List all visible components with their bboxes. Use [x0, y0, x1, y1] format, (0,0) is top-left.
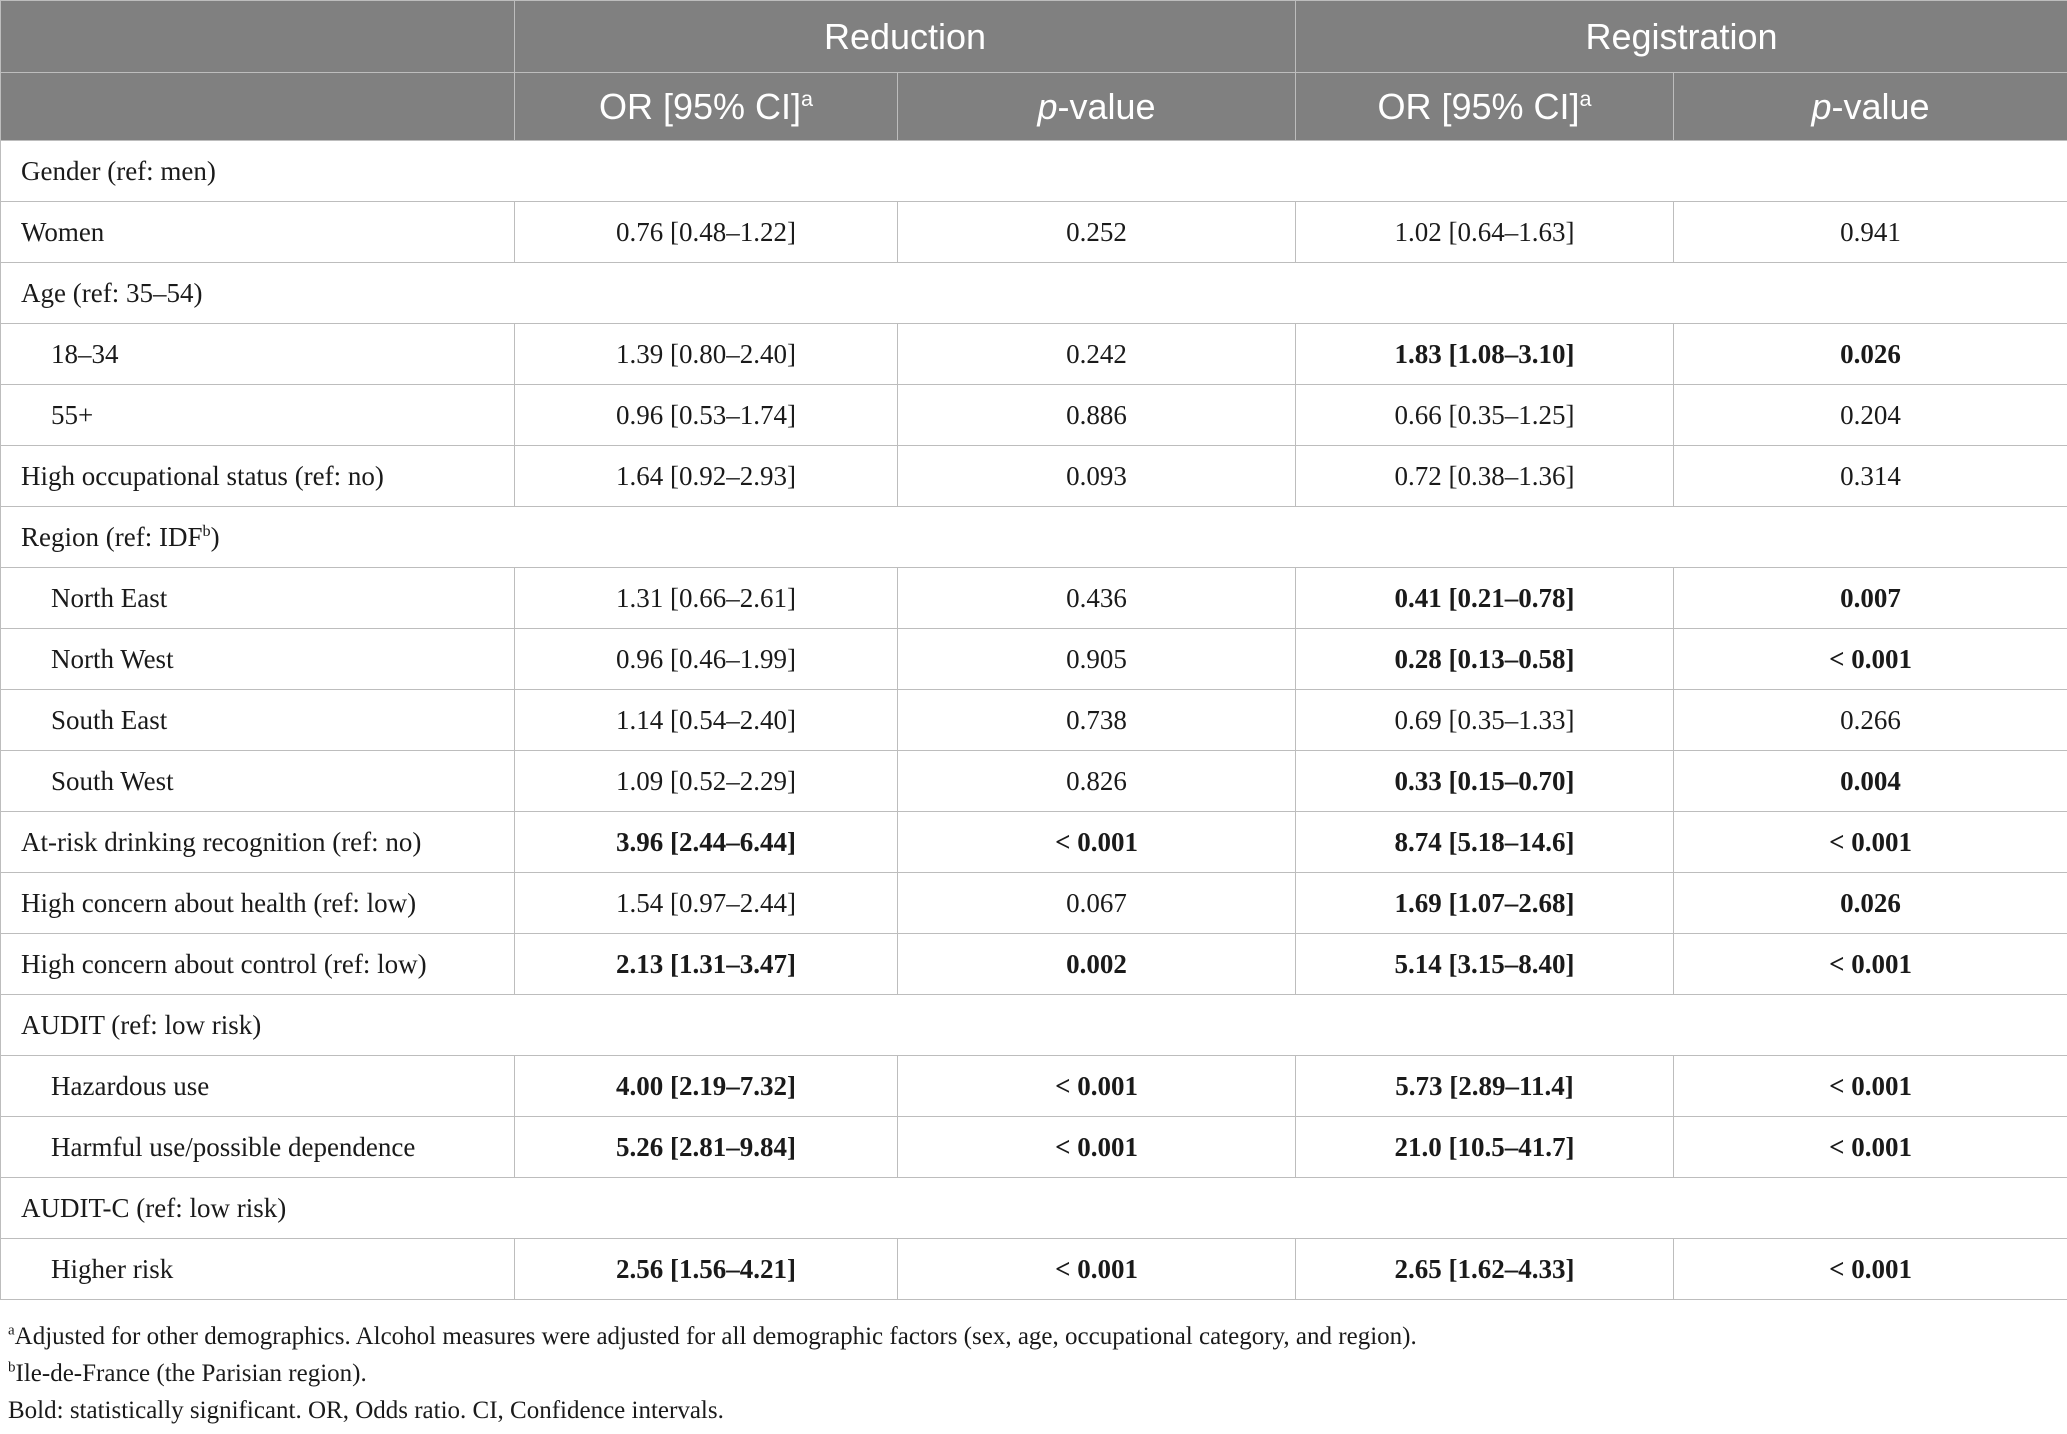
reduction-p: 0.093	[898, 446, 1296, 507]
row-label: Higher risk	[1, 1239, 515, 1300]
row-label: AUDIT (ref: low risk)	[1, 995, 515, 1056]
header-registration-p: p-value	[1674, 73, 2067, 141]
reduction-or: 1.31 [0.66–2.61]	[515, 568, 898, 629]
table-row	[1, 202, 2067, 263]
table-row	[1, 1239, 2067, 1300]
reduction-or: 1.64 [0.92–2.93]	[515, 446, 898, 507]
row-label: Region (ref: IDF$^b$)	[1, 507, 515, 568]
header-registration-or: OR [95% CI]$^a$	[1296, 73, 1674, 141]
registration-or: 0.69 [0.35–1.33]	[1296, 690, 1674, 751]
reduction-p: < 0.001	[898, 1239, 1296, 1300]
reduction-p: < 0.001	[898, 1056, 1296, 1117]
table-row-category	[1, 507, 2067, 568]
registration-or: 2.65 [1.62–4.33]	[1296, 1239, 1674, 1300]
registration-p: 0.026	[1674, 324, 2067, 385]
registration-p: 0.004	[1674, 751, 2067, 812]
registration-p: < 0.001	[1674, 1239, 2067, 1300]
registration-or: 1.02 [0.64–1.63]	[1296, 202, 1674, 263]
header-reduction-p: p-value	[898, 73, 1296, 141]
reduction-or: 1.14 [0.54–2.40]	[515, 690, 898, 751]
reduction-or: 1.39 [0.80–2.40]	[515, 324, 898, 385]
registration-p: 0.007	[1674, 568, 2067, 629]
registration-p: < 0.001	[1674, 934, 2067, 995]
row-label: Age (ref: 35–54)	[1, 263, 515, 324]
footnote-legend: Bold: statistically significant. OR, Odds ratio. CI, Confidence intervals.	[8, 1397, 724, 1424]
reduction-or: 0.76 [0.48–1.22]	[515, 202, 898, 263]
registration-p: 0.314	[1674, 446, 2067, 507]
row-label: At-risk drinking recognition (ref: no)	[1, 812, 515, 873]
reduction-or: 3.96 [2.44–6.44]	[515, 812, 898, 873]
registration-p: 0.026	[1674, 873, 2067, 934]
registration-or: 1.69 [1.07–2.68]	[1296, 873, 1674, 934]
table-row	[1, 385, 2067, 446]
reduction-p: 0.067	[898, 873, 1296, 934]
reduction-or: 0.96 [0.46–1.99]	[515, 629, 898, 690]
reduction-p: 0.738	[898, 690, 1296, 751]
row-label: North East	[1, 568, 515, 629]
row-label: South West	[1, 751, 515, 812]
registration-or: 0.66 [0.35–1.25]	[1296, 385, 1674, 446]
reduction-or: 2.13 [1.31–3.47]	[515, 934, 898, 995]
row-label: 18–34	[1, 324, 515, 385]
reduction-p: 0.886	[898, 385, 1296, 446]
reduction-or: 2.56 [1.56–4.21]	[515, 1239, 898, 1300]
row-label: Women	[1, 202, 515, 263]
row-label: AUDIT-C (ref: low risk)	[1, 1178, 515, 1239]
table-row-category	[1, 263, 2067, 324]
reduction-or: 4.00 [2.19–7.32]	[515, 1056, 898, 1117]
reduction-or: 0.96 [0.53–1.74]	[515, 385, 898, 446]
registration-or: 5.73 [2.89–11.4]	[1296, 1056, 1674, 1117]
reduction-p: 0.002	[898, 934, 1296, 995]
table-row	[1, 568, 2067, 629]
registration-or: 0.28 [0.13–0.58]	[1296, 629, 1674, 690]
reduction-p: 0.905	[898, 629, 1296, 690]
row-label: High concern about control (ref: low)	[1, 934, 515, 995]
registration-p: < 0.001	[1674, 1117, 2067, 1178]
table-row	[1, 812, 2067, 873]
table-row-category	[1, 1178, 2067, 1239]
registration-or: 0.72 [0.38–1.36]	[1296, 446, 1674, 507]
reduction-p: 0.242	[898, 324, 1296, 385]
row-label: High concern about health (ref: low)	[1, 873, 515, 934]
reduction-or: 5.26 [2.81–9.84]	[515, 1117, 898, 1178]
row-label: Harmful use/possible dependence	[1, 1117, 515, 1178]
row-label: South East	[1, 690, 515, 751]
reduction-or: 1.09 [0.52–2.29]	[515, 751, 898, 812]
registration-or: 0.33 [0.15–0.70]	[1296, 751, 1674, 812]
reduction-p: 0.826	[898, 751, 1296, 812]
registration-or: 8.74 [5.18–14.6]	[1296, 812, 1674, 873]
table-row-category	[1, 995, 2067, 1056]
table-row	[1, 934, 2067, 995]
table-row	[1, 1056, 2067, 1117]
registration-p: 0.204	[1674, 385, 2067, 446]
reduction-p: < 0.001	[898, 812, 1296, 873]
row-label: High occupational status (ref: no)	[1, 446, 515, 507]
reduction-p: < 0.001	[898, 1117, 1296, 1178]
registration-or: 0.41 [0.21–0.78]	[1296, 568, 1674, 629]
row-label: Hazardous use	[1, 1056, 515, 1117]
header-empty-cell	[1, 1, 515, 73]
table-row-category	[1, 141, 2067, 202]
registration-or: 1.83 [1.08–3.10]	[1296, 324, 1674, 385]
row-label: North West	[1, 629, 515, 690]
header-empty-cell	[1, 73, 515, 141]
row-label: 55+	[1, 385, 515, 446]
table-row	[1, 324, 2067, 385]
row-label: Gender (ref: men)	[1, 141, 515, 202]
registration-p: < 0.001	[1674, 1056, 2067, 1117]
registration-p: < 0.001	[1674, 812, 2067, 873]
header-row-groups	[1, 1, 2067, 73]
table-row	[1, 446, 2067, 507]
registration-p: < 0.001	[1674, 629, 2067, 690]
table-row	[1, 690, 2067, 751]
reduction-p: 0.252	[898, 202, 1296, 263]
footnote-b: $^b$Ile-de-France (the Parisian region).	[8, 1359, 367, 1387]
registration-or: 21.0 [10.5–41.7]	[1296, 1117, 1674, 1178]
header-row-columns	[1, 73, 2067, 141]
table-row	[1, 1117, 2067, 1178]
reduction-p: 0.436	[898, 568, 1296, 629]
header-reduction-or: OR [95% CI]$^a$	[515, 73, 898, 141]
header-registration: Registration	[1296, 1, 2067, 73]
registration-p: 0.941	[1674, 202, 2067, 263]
table-row	[1, 751, 2067, 812]
reduction-or: 1.54 [0.97–2.44]	[515, 873, 898, 934]
table-row	[1, 873, 2067, 934]
table-row	[1, 629, 2067, 690]
footnote-a: $^a$Adjusted for other demographics. Alcohol measures were adjusted for all demographic factors (sex, age, occupational category, and region).	[8, 1322, 1417, 1350]
header-reduction: Reduction	[515, 1, 1296, 73]
registration-p: 0.266	[1674, 690, 2067, 751]
registration-or: 5.14 [3.15–8.40]	[1296, 934, 1674, 995]
